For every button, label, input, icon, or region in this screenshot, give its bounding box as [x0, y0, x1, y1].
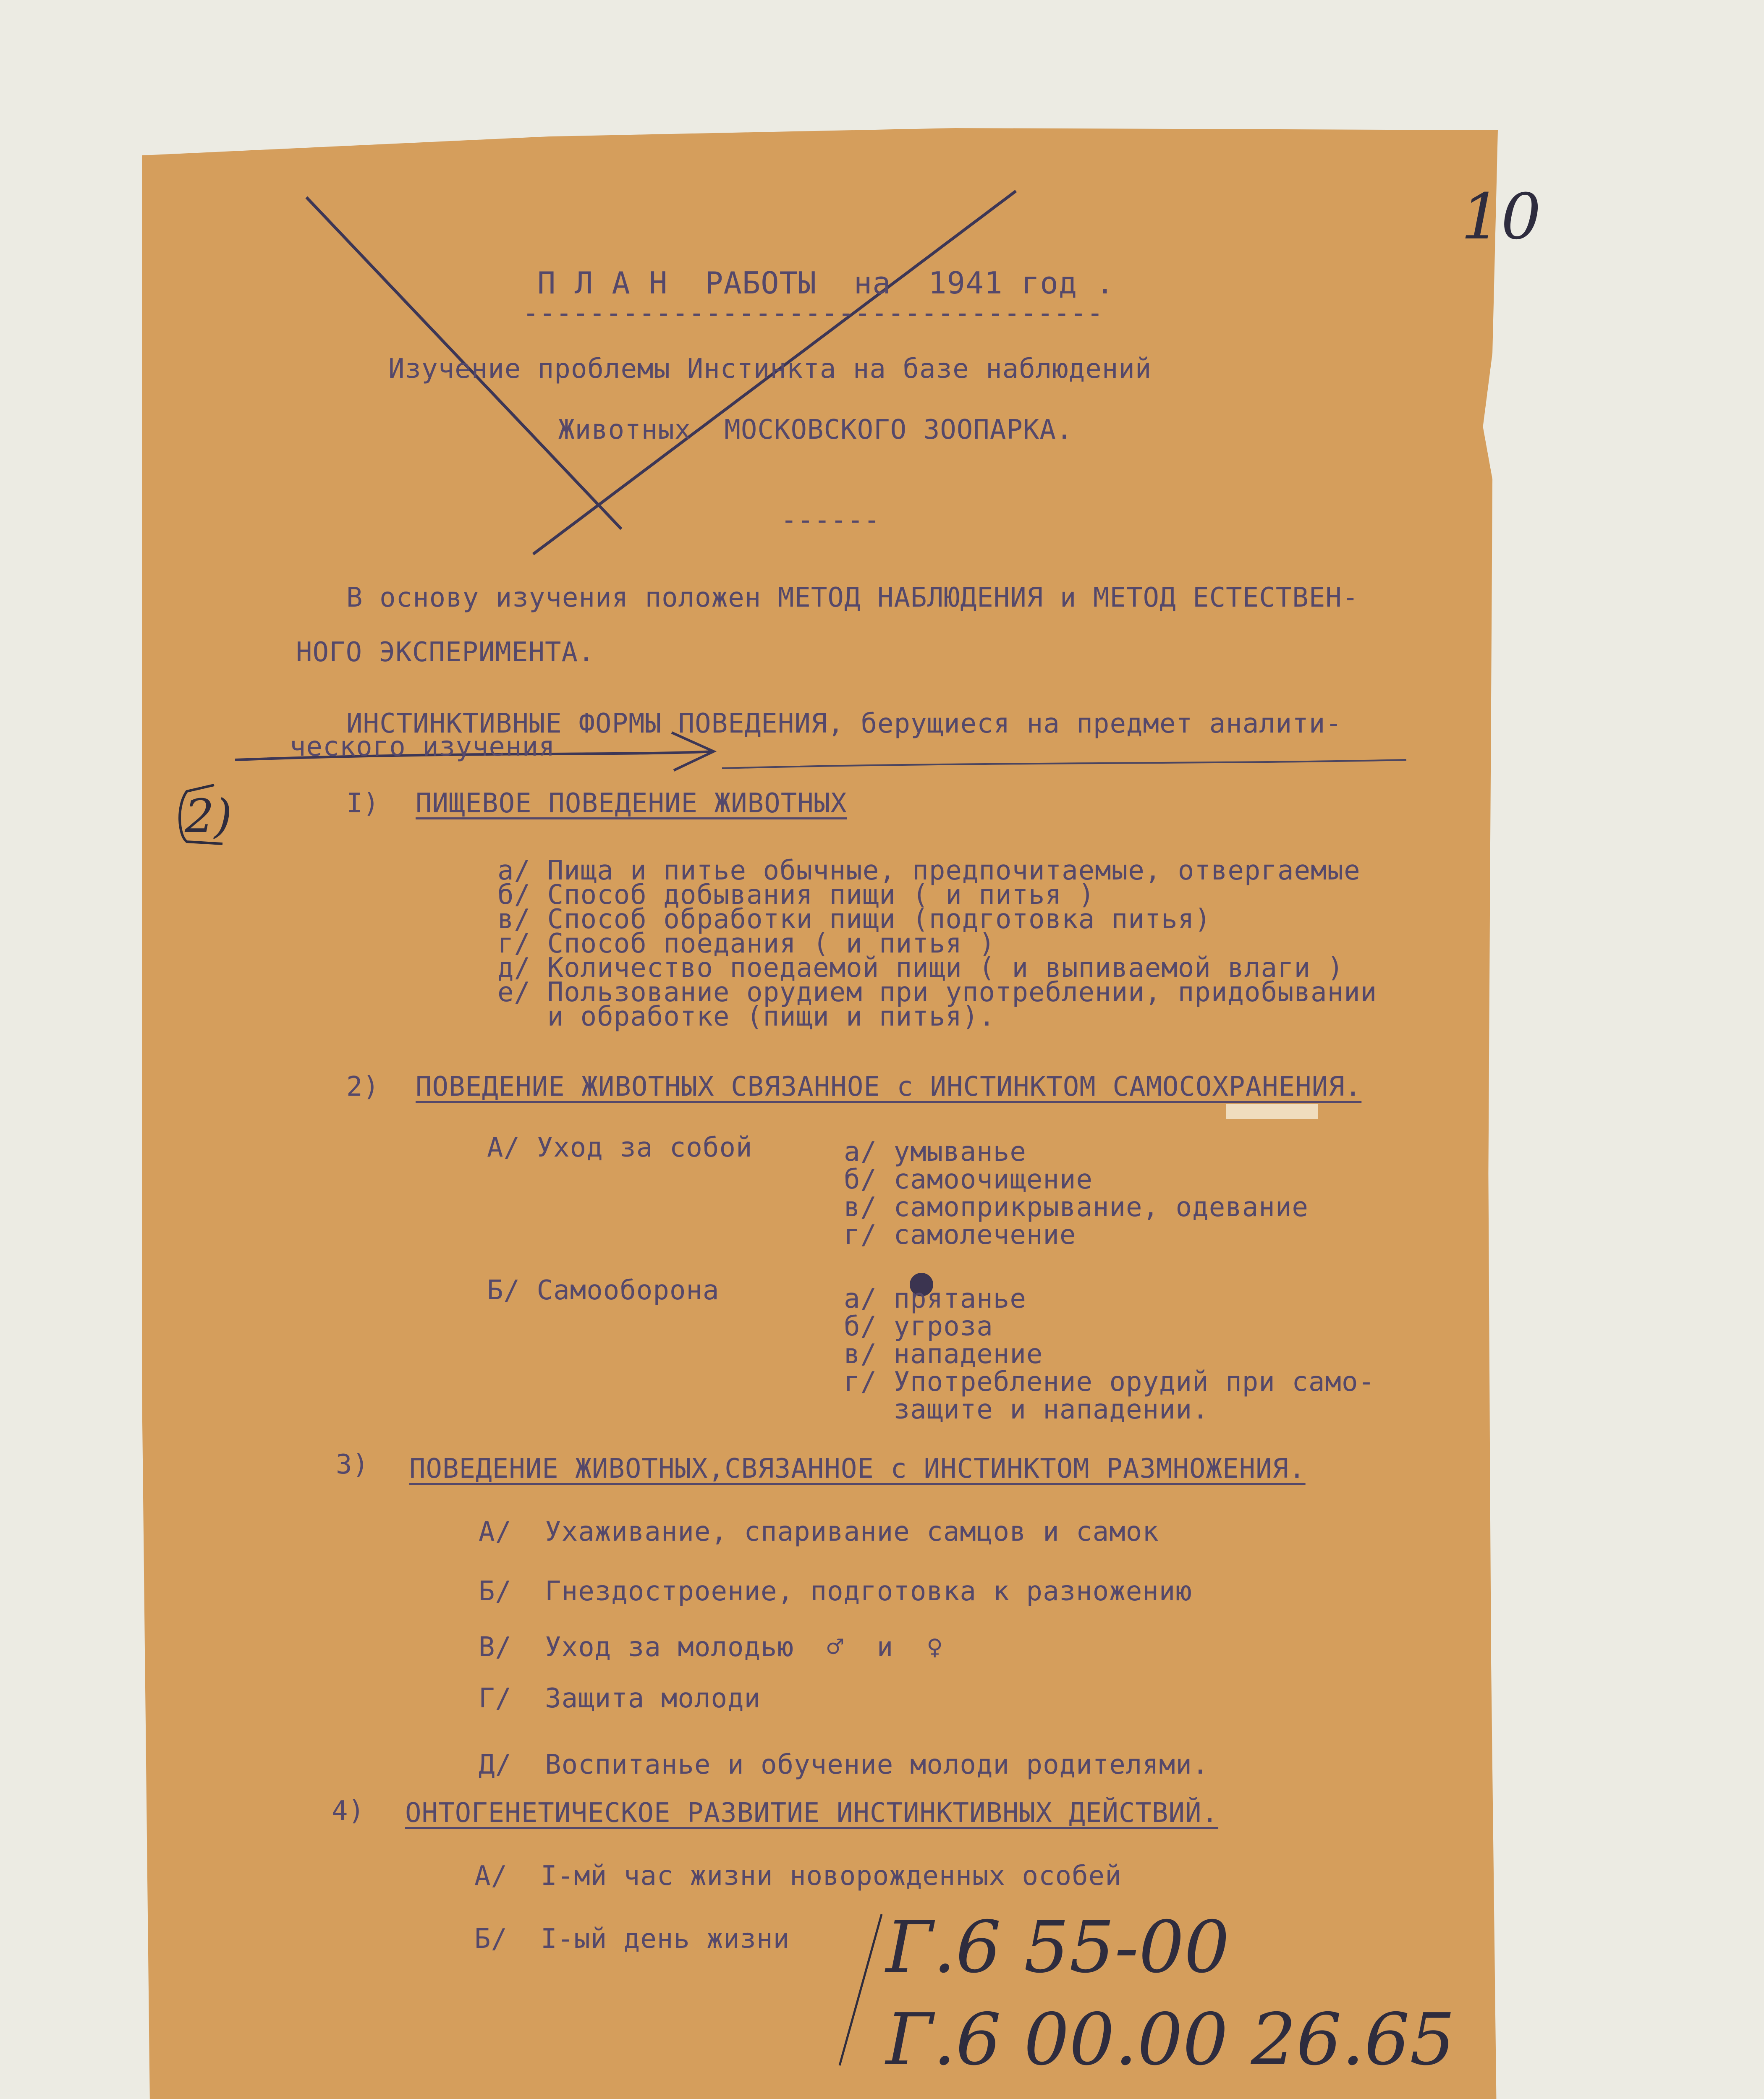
section-1-item: д/ Количество поедаемой пищи ( и выпиваемой влаги )	[497, 953, 1344, 984]
handwritten-margin-mark: 2)	[185, 789, 232, 843]
section-1-item: г/ Способ поедания ( и питья )	[497, 928, 995, 959]
intro-line-3: ИНСТИНКТИВНЫЕ ФОРМЫ ПОВЕДЕНИЯ, берущиеся на предмет аналити-	[346, 708, 1342, 739]
intro-line-2: НОГО ЭКСПЕРИМЕНТА.	[296, 637, 595, 668]
document-title: П Л А Н РАБОТЫ на 1941 год .	[537, 265, 1115, 301]
section-3-item: Г/ Защита молоди	[479, 1683, 761, 1714]
section-4-item: Б/ I-ый день жизни	[474, 1924, 790, 1955]
intro-line-4: ческого изучения	[290, 731, 555, 762]
section-1-number: I)	[346, 788, 380, 819]
section-1-item: в/ Способ обработки пищи (подготовка питья)	[497, 904, 1211, 935]
section-1-item: б/ Способ добывания пищи ( и питья )	[497, 879, 1095, 911]
margin-underline	[722, 760, 1406, 768]
section-2-group-a-item: в/ самоприкрывание, одевание	[844, 1192, 1309, 1223]
section-2-group-a-item: г/ самолечение	[844, 1220, 1076, 1251]
separator-dashes: ------	[781, 505, 881, 536]
section-2-heading: ПОВЕДЕНИЕ ЖИВОТНЫХ СВЯЗАННОЕ с ИНСТИНКТОМ САМОСОХРАНЕНИЯ.	[416, 1071, 1362, 1102]
document-subtitle-line-2: Животных МОСКОВСКОГО ЗООПАРКА.	[558, 414, 1073, 445]
tape-residue	[1226, 1104, 1318, 1119]
section-3-item: А/ Ухаживание, спаривание самцов и самок	[479, 1516, 1159, 1547]
section-2-group-a-label: А/ Уход за собой	[487, 1132, 753, 1163]
section-1-item: и обработке (пищи и питья).	[497, 1001, 995, 1032]
section-2-group-b-label: Б/ Самооборона	[487, 1275, 720, 1306]
section-2-number: 2)	[346, 1071, 380, 1102]
section-4-number: 4)	[332, 1795, 365, 1827]
section-1-item: а/ Пища и питье обычные, предпочитаемые, отвергаемые	[497, 855, 1361, 886]
section-3-number: 3)	[336, 1449, 369, 1480]
handwritten-page-number: 10	[1461, 181, 1541, 254]
section-2-group-a-item: б/ самоочищение	[844, 1164, 1093, 1195]
section-4-heading: ОНТОГЕНЕТИЧЕСКОЕ РАЗВИТИЕ ИНСТИНКТИВНЫХ ДЕЙСТВИЙ.	[405, 1798, 1219, 1829]
document-subtitle-line-1: Изучение проблемы Инстинкта на базе наблюдений	[388, 353, 1152, 385]
section-3-heading: ПОВЕДЕНИЕ ЖИВОТНЫХ,СВЯЗАННОЕ с ИНСТИНКТОМ РАЗМНОЖЕНИЯ.	[409, 1453, 1306, 1484]
section-4-item: А/ I-мй час жизни новорожденных особей	[474, 1861, 1122, 1892]
section-2-group-a-item: а/ умыванье	[844, 1136, 1026, 1167]
section-2-group-b-item: а/ прятанье	[844, 1283, 1026, 1314]
section-3-item: Б/ Гнездостроение, подготовка к разножению	[479, 1576, 1192, 1607]
section-2-group-b-item: б/ угроза	[844, 1311, 993, 1342]
section-2-group-b-item: в/ нападение	[844, 1339, 1043, 1370]
section-1-heading: ПИЩЕВОЕ ПОВЕДЕНИЕ ЖИВОТНЫХ	[416, 788, 847, 819]
section-2-group-b-item: г/ Употребление орудий при само-	[844, 1366, 1375, 1398]
handwritten-archive-code-1: Г.6 55-00	[886, 1906, 1230, 1989]
section-3-item: Д/ Воспитанье и обучение молоди родителями.	[479, 1749, 1209, 1780]
handwritten-archive-code-2: Г.6 00.00 26.65	[886, 1998, 1455, 2081]
intro-line-1: В основу изучения положен МЕТОД НАБЛЮДЕНИЯ и МЕТОД ЕСТЕСТВЕН-	[346, 582, 1359, 613]
section-2-group-b-item: защите и нападении.	[844, 1394, 1209, 1425]
section-3-item: В/ Уход за молодью ♂ и ♀	[479, 1632, 943, 1663]
archive-bracket	[840, 1914, 882, 2065]
section-1-item: е/ Пользование орудием при употреблении, придобывании	[497, 977, 1377, 1008]
title-underline-dashes: -----------------------------------	[523, 298, 1104, 329]
